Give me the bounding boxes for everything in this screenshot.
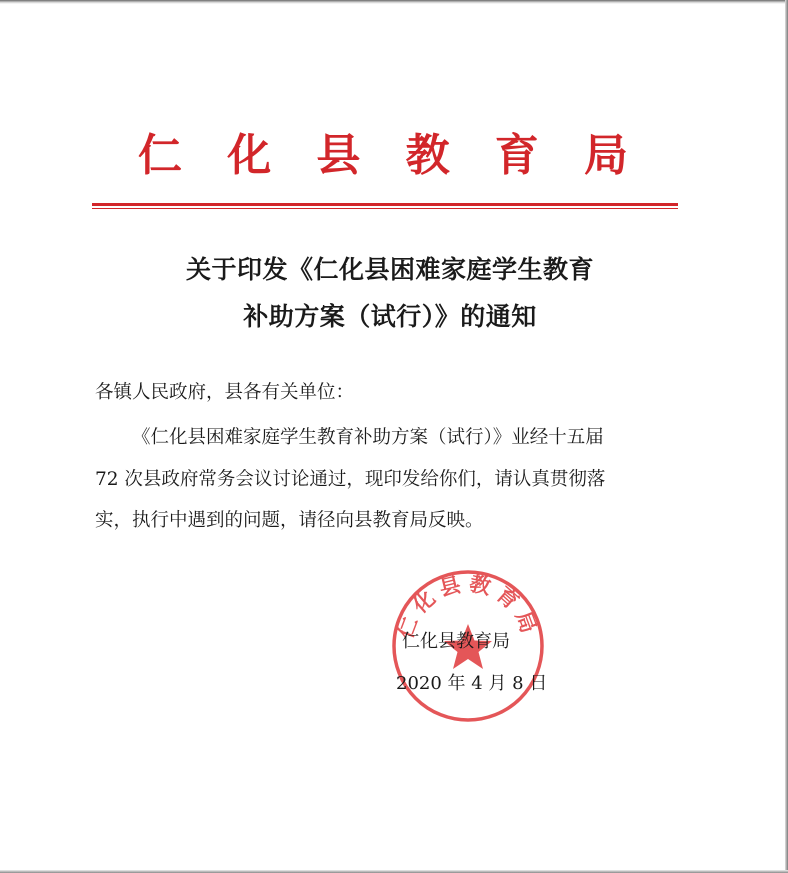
- letterhead-char: 局: [583, 130, 628, 181]
- signature-date: 2020 年 4 月 8 日: [396, 673, 548, 694]
- letterhead-char: 教: [405, 130, 450, 181]
- letterhead: [90, 126, 680, 186]
- body-line-1: 《仁化县困难家庭学生教育补助方案（试行）》业经十五届: [132, 427, 604, 448]
- body-line-2: 72 次县政府常务会议讨论通过，现印发给你们，请认真贯彻落: [95, 469, 606, 490]
- salutation: 各镇人民政府，县各有关单位：: [95, 382, 355, 403]
- letterhead-char: 仁: [138, 130, 182, 181]
- signature-org: 仁化县教育局: [402, 631, 510, 652]
- letterhead-char: 化: [227, 130, 272, 181]
- stamp-arc-text: 仁化县教育局: [392, 570, 544, 642]
- letterhead-char: 县: [316, 130, 361, 181]
- document-title-line-1: 关于印发《仁化县困难家庭学生教育: [185, 255, 594, 284]
- letterhead-rule-thin: [92, 208, 678, 209]
- letterhead-rule-thick: [92, 203, 678, 206]
- body-line-3: 实，执行中遇到的问题，请径向县教育局反映。: [95, 510, 484, 531]
- scan-edge-top: [0, 0, 788, 4]
- letterhead-char: 育: [494, 130, 539, 181]
- document-title-line-2: 补助方案（试行）》的通知: [243, 302, 537, 331]
